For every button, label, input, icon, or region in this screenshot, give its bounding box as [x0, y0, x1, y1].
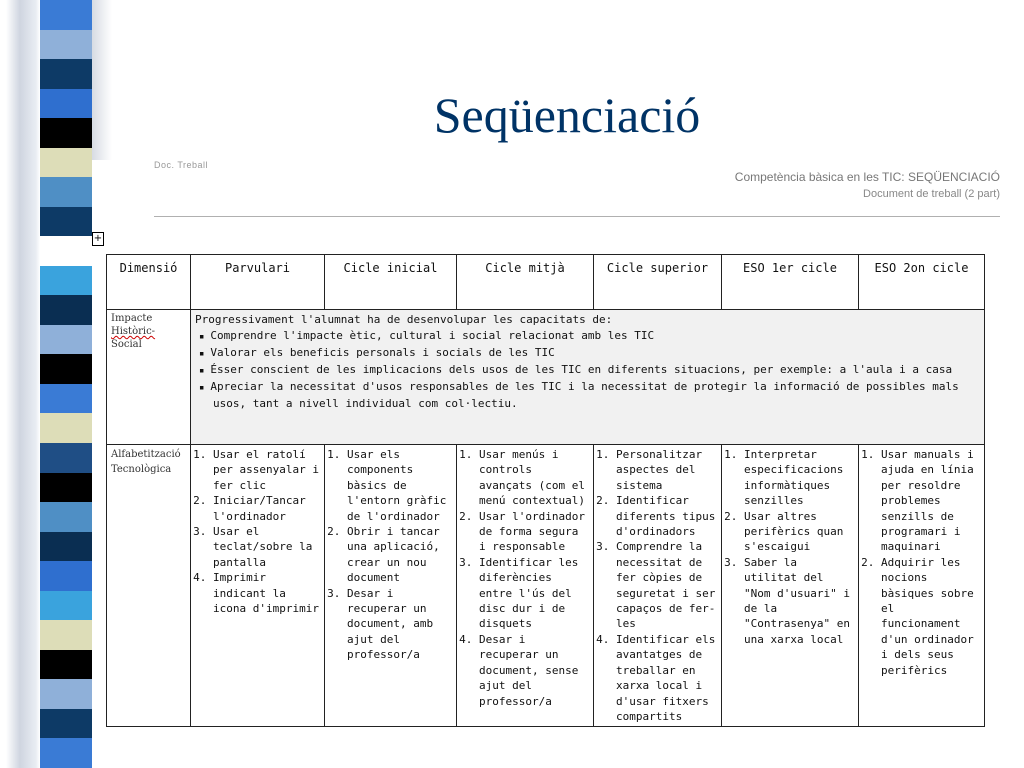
- list-item: ▪ Ésser conscient de les implicacions dels usos de les TIC en diferents situacions, per exemple: a l'aula i a casa: [213, 362, 980, 379]
- stripe-block: [40, 709, 92, 739]
- dimension-text: Social: [111, 339, 142, 350]
- impacte-list: [195, 328, 980, 412]
- col-header-cicle-superior: Cicle superior: [594, 255, 722, 310]
- stripe-block: [40, 59, 92, 89]
- list-item: ▪ Comprendre l'impacte ètic, cultural i social relacionat amb les TIC: [213, 328, 980, 345]
- doc-header-rule: [154, 216, 1000, 217]
- impacte-intro: Progressivament l'alumnat ha de desenvolupar les capacitats de:: [195, 313, 613, 326]
- list-item: 3. Saber la utilitat del "Nom d'usuari" i de la "Contrasenya" en una xarxa local: [744, 555, 854, 647]
- embedded-document: [92, 160, 1014, 768]
- stripe-block: [40, 443, 92, 473]
- stripe-block: [40, 738, 92, 768]
- stripe-block: [40, 295, 92, 325]
- list-item: 2. Obrir i tancar una aplicació, crear un nou document: [347, 524, 452, 586]
- list-item: 2. Usar altres perifèrics quan s'escaigui: [744, 509, 854, 555]
- cell-parvulari: [191, 445, 325, 727]
- cell-cicle-inicial: [325, 445, 457, 727]
- stripe-block: [40, 30, 92, 60]
- table-row-alfabetitzacio: [107, 445, 985, 727]
- impacte-content: [191, 310, 985, 445]
- slide-title: Seqüenciació: [433, 87, 701, 143]
- list-item: 3. Usar el teclat/sobre la pantalla: [213, 524, 320, 570]
- col-header-parvulari: Parvulari: [191, 255, 325, 310]
- col-header-cicle-mitja: Cicle mitjà: [457, 255, 594, 310]
- dimension-alfabetitzacio: [107, 445, 191, 727]
- stripe-block: [40, 650, 92, 680]
- dimension-text: Tecnològica: [111, 464, 172, 476]
- col-header-eso-1er-cicle: ESO 1er cicle: [722, 255, 859, 310]
- dimension-impacte: [107, 310, 191, 445]
- col-header-eso-2on-cicle: ESO 2on cicle: [859, 255, 985, 310]
- list-item: ▪ Valorar els beneficis personals i socials de les TIC: [213, 345, 980, 362]
- stripe-block: [40, 325, 92, 355]
- list-item: 1. Personalitzar aspectes del sistema: [616, 447, 717, 493]
- cell-cicle-superior: [594, 445, 722, 727]
- list-item: 2. Adquirir les nocions bàsiques sobre el funcionament d'un ordinador i dels seus perifèrics: [881, 555, 980, 678]
- doc-header-subtitle: Document de treball (2 part): [863, 188, 1000, 200]
- stripe-block: [40, 532, 92, 562]
- list-item: 4. Identificar els avantatges de treballar en xarxa local i d'usar fitxers compartits: [616, 632, 717, 724]
- list-item: ▪ Apreciar la necessitat d'usos responsables de les TIC i la necessitat de protegir la informació de possibles mals usos, tant a nivell individual com col·lectiu.: [213, 379, 980, 412]
- stripe-block: [40, 679, 92, 709]
- cell-cicle-mitja: [457, 445, 594, 727]
- table-move-handle-icon[interactable]: +: [93, 233, 103, 244]
- table-header-row: [107, 255, 985, 310]
- list-item: 3. Comprendre la necessitat de fer còpies de seguretat i ser capaços de fer-les: [616, 539, 717, 631]
- list-item: 4. Imprimir indicant la icona d'imprimir: [213, 570, 320, 616]
- stripe-block: [40, 413, 92, 443]
- doc-header-title: Competència bàsica en les TIC: SEQÜENCIACIÓ: [734, 170, 1000, 184]
- list-item: 2. Iniciar/Tancar l'ordinador: [213, 493, 320, 524]
- list-item: 2. Identificar diferents tipus d'ordinadors: [616, 493, 717, 539]
- list-item: 3. Identificar les diferències entre l'ús del disc dur i de disquets: [479, 555, 589, 632]
- dimension-text: Històric-: [111, 326, 156, 337]
- stripe-block: [40, 591, 92, 621]
- list-item: 3. Desar i recuperar un document, amb ajut del professor/a: [347, 586, 452, 663]
- stripe-block: [40, 473, 92, 503]
- stripe-block: [40, 0, 92, 30]
- stripe-block: [40, 561, 92, 591]
- dimension-text: Alfabetització: [111, 449, 181, 460]
- stripe-block: [40, 177, 92, 207]
- stripe-block: [40, 148, 92, 178]
- sequencing-table: [106, 254, 985, 727]
- cell-eso-2on-cicle: [859, 445, 985, 727]
- col-header-dimensio: Dimensió: [107, 255, 191, 310]
- cell-eso-1er-cicle: [722, 445, 859, 727]
- list-item: 1. Usar els components bàsics de l'entorn gràfic de l'ordinador: [347, 447, 452, 524]
- stripe-block: [40, 207, 92, 237]
- stripe-block: [40, 266, 92, 296]
- stripe-block: [40, 620, 92, 650]
- col-header-cicle-inicial: Cicle inicial: [325, 255, 457, 310]
- list-item: 1. Usar manuals i ajuda en línia per resoldre problemes senzills de programari i maquinari: [881, 447, 980, 555]
- dimension-text: Impacte: [111, 313, 153, 324]
- stripe-block: [40, 502, 92, 532]
- stripe-block: [40, 354, 92, 384]
- stripe-block: [40, 236, 92, 266]
- list-item: 1. Interpretar especificacions informàtiques senzilles: [744, 447, 854, 509]
- table-row-impacte: [107, 310, 985, 445]
- list-item: 2. Usar l'ordinador de forma segura i responsable: [479, 509, 589, 555]
- list-item: 1. Usar menús i controls avançats (com el menú contextual): [479, 447, 589, 509]
- stripe-block: [40, 384, 92, 414]
- list-item: 4. Desar i recuperar un document, sense ajut del professor/a: [479, 632, 589, 709]
- list-item: 1. Usar el ratolí per assenyalar i fer clic: [213, 447, 320, 493]
- doc-top-left-label: Doc. Treball: [154, 160, 209, 170]
